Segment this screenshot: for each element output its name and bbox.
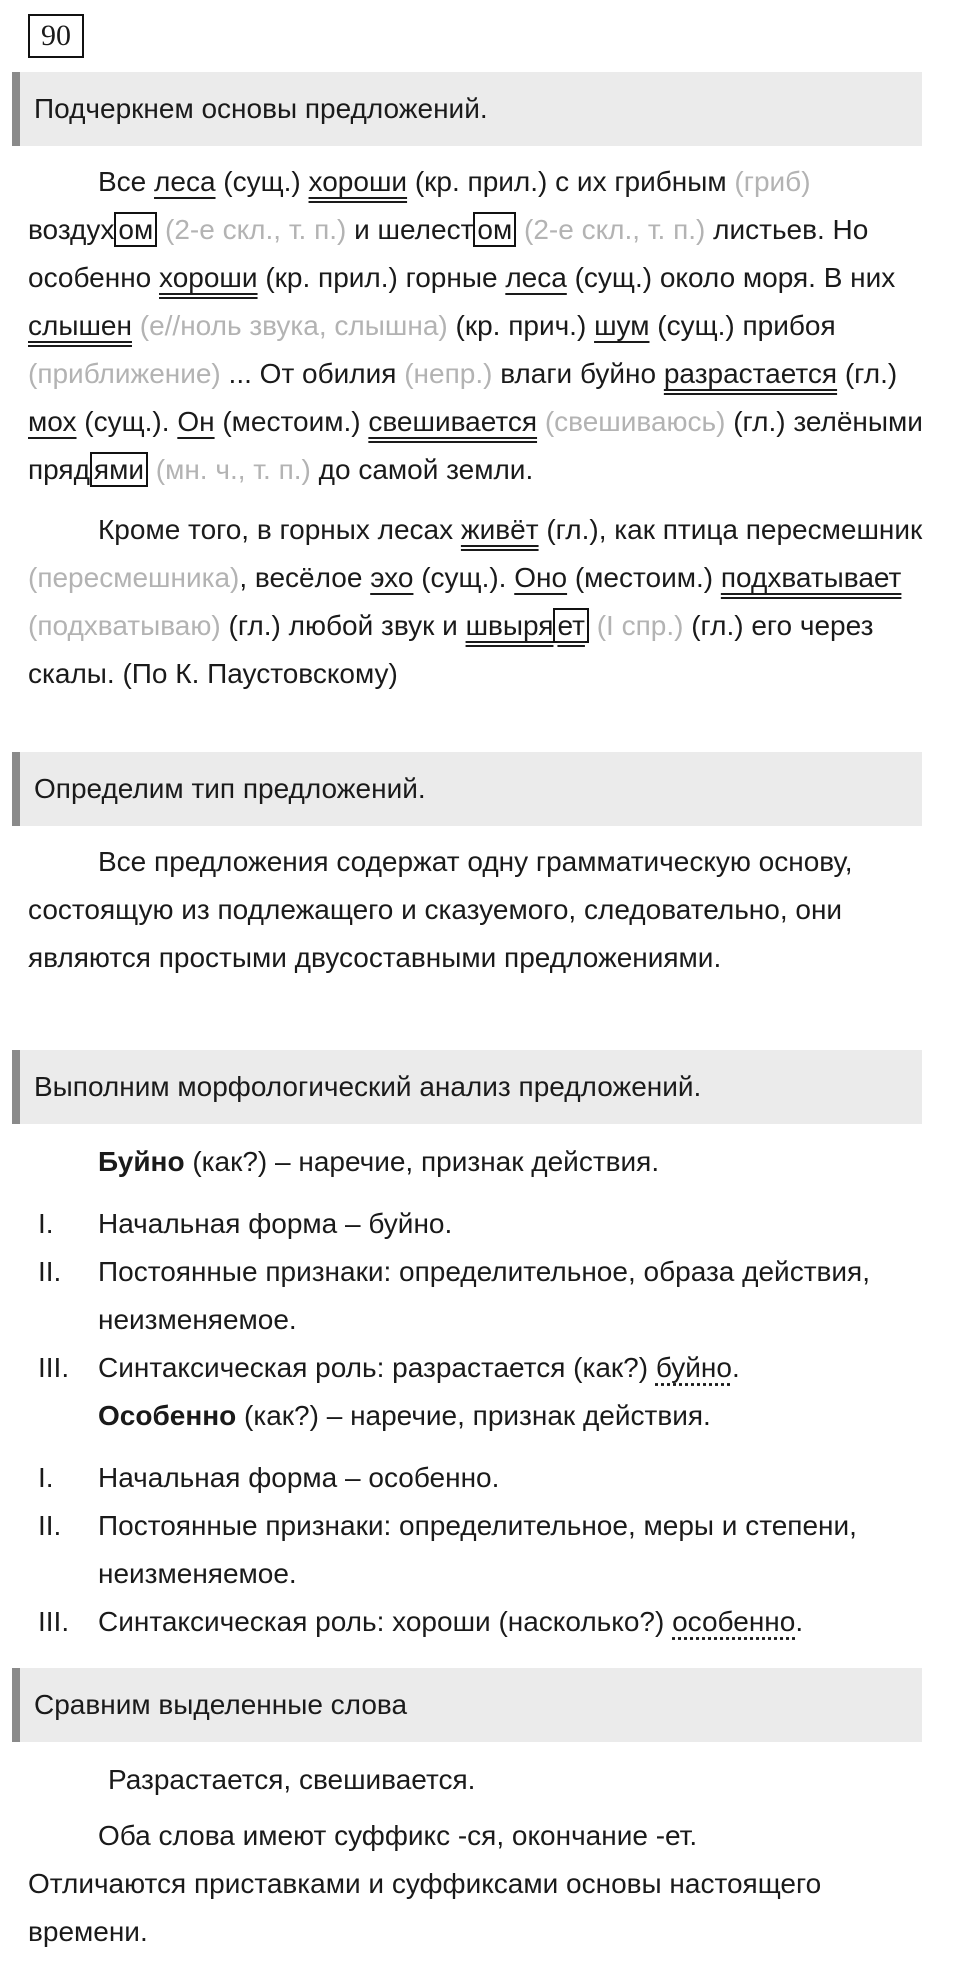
section-header-type: Определим тип предложений. bbox=[12, 752, 922, 826]
section-header-compare: Сравним выделенные слова bbox=[12, 1668, 922, 1742]
paragraph-1: Все леса (сущ.) хороши (кр. прил.) с их грибным (гриб) воздух ом (2-е скл., т. п.) и шелест ом (2-е скл., т. п.) листьев. Но особенно хороши (кр. прил.) горные леса (сущ.) около моря. В них слышен (е//ноль звука, слышна) (кр. прич.) шум (сущ.) прибоя (приближение) ... От обилия (непр.) влаги буйно разрастается (гл.) мох (сущ.). Он (местоим.) свешивается (свешиваюсь) (гл.) зелёными пряд ями (мн. ч., т. п.) до самой земли. bbox=[28, 166, 923, 485]
morph-item: I. Начальная форма – особенно. bbox=[38, 1462, 500, 1493]
morph-item: II. Постоянные признаки: определительное, меры и степени, неизменяемое. bbox=[38, 1510, 857, 1589]
compare-text-2: Отличаются приставками и суффиксами основы настоящего времени. bbox=[28, 1868, 822, 1947]
compare-words: Разрастается, свешивается. bbox=[108, 1764, 476, 1795]
compare-block bbox=[28, 1756, 928, 1956]
morph-word-2: Особенно (как?) – наречие, признак действия. bbox=[98, 1400, 711, 1431]
paragraph-2: Кроме того, в горных лесах живёт (гл.), как птица пересмешник (пересмешника), весёлое эхо (сущ.). Оно (местоим.) подхватывает (подхватываю) (гл.) любой звук и швыря ет (I спр.) (гл.) его через скалы. (По К. Паустовскому) bbox=[28, 514, 923, 689]
morph-item: II. Постоянные признаки: определительное, образа действия, неизменяемое. bbox=[38, 1256, 870, 1335]
section-header-morph: Выполним морфологический анализ предложений. bbox=[12, 1050, 922, 1124]
type-text: Все предложения содержат одну грамматическую основу, состоящую из подлежащего и сказуемого, следовательно, они являются простыми двусоставными предложениями. bbox=[28, 846, 853, 973]
text-paragraphs bbox=[28, 158, 928, 698]
morph-item: III. Синтаксическая роль: разрастается (как?) буйно. bbox=[38, 1352, 740, 1383]
exercise-number: 90 bbox=[28, 14, 84, 58]
morph-item: I. Начальная форма – буйно. bbox=[38, 1208, 453, 1239]
morph-word-1: Буйно (как?) – наречие, признак действия. bbox=[98, 1146, 660, 1177]
morph-item: III. Синтаксическая роль: хороши (насколько?) особенно. bbox=[38, 1606, 804, 1637]
morph-analysis bbox=[28, 1138, 928, 1646]
section-header-bases: Подчеркнем основы предложений. bbox=[12, 72, 922, 146]
compare-text-1: Оба слова имеют суффикс -ся, окончание -ет. bbox=[98, 1820, 698, 1851]
type-paragraph bbox=[28, 838, 928, 982]
